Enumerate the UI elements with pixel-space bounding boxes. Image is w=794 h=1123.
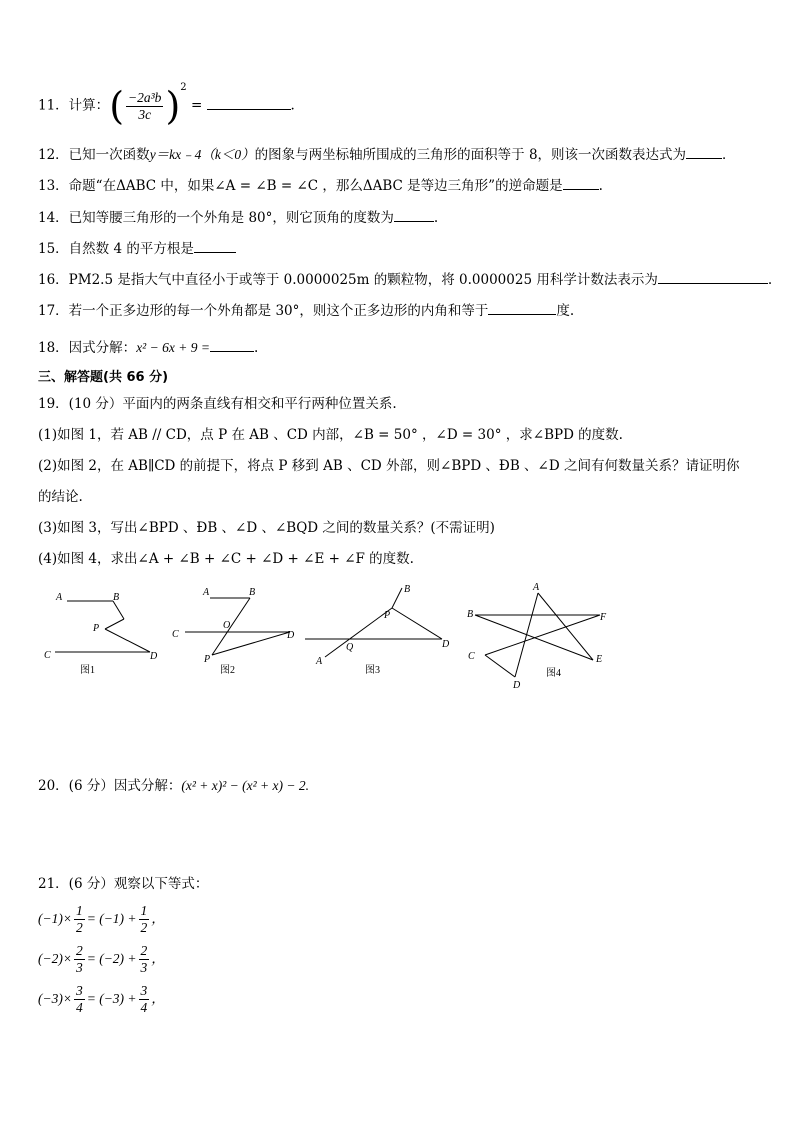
fig4-caption: 图4 [546,668,561,679]
q21-fraction-den: 4 [140,1000,148,1016]
q21-row-left: (−2)× [38,951,72,966]
q21-fraction [139,983,150,1016]
fig3-label-D: D [442,639,450,650]
fig2-label-C: C [172,629,179,640]
question-18: 18．因式分解：x² − 6x + 9 = . [38,337,258,358]
q19-part1: (1)如图 1，若 AB // CD，点 P 在 AB 、CD 内部，∠B = 50° ，∠D = 30° ，求∠BPD 的度数. [38,427,623,443]
q19-intro: 19．(10 分）平面内的两条直线有相交和平行两种位置关系. [38,396,397,412]
fig2-label-A: A [203,587,210,598]
question-16: 16．PM2.5 是指大气中直径小于或等于 0.0000025m 的颗粒物，将 0.0000025 用科学计数法表示为 . [38,269,772,290]
fig3-label-Q: Q [346,642,354,653]
q21-row-left: (−1)× [38,911,72,926]
q19-part2-line1: (2)如图 2，在 AB∥CD 的前提下，将点 P 移到 AB 、CD 外部，则∠BPD 、ÐB 、∠D 之间有何数量关系？请证明你 [38,458,740,474]
q21-row-end: ， [151,951,165,966]
q11-denominator: 3c [138,106,152,122]
q20-text: 20．(6 分）因式分解： [38,778,182,794]
question-11: 11．计算：( $\frac{\text{−2a³b}}{3c}$ )$^2$ = . [38,82,295,128]
fig2-caption: 图2 [220,665,235,676]
q21-row-end: ， [151,991,165,1006]
left-paren: ( [109,84,125,128]
q11-number: 11．计算： [38,97,110,114]
q21-fraction-num: 3 [75,983,83,999]
q21-row-2 [38,942,165,976]
q18-answer-blank[interactable] [210,337,254,352]
q12-text-a: 12．已知一次函数 [38,147,150,163]
question-13: 13．命题“在ΔABC 中，如果∠A = ∠B = ∠C ，那么ΔABC 是等边三角形”的逆命题是 . [38,175,603,196]
q19-part3: (3)如图 3，写出∠BPD 、ÐB 、∠D 、∠BQD 之间的数量关系？(不需证明) [38,520,495,536]
fig1-label-B: B [113,592,120,603]
fig1-label-A: A [56,592,63,603]
fig4-label-E: E [596,654,603,665]
q13-answer-blank[interactable] [563,175,599,190]
q19-figures [0,580,794,690]
question-17 [38,300,574,321]
q21-fraction [74,903,85,936]
fig4-label-A: A [533,582,540,593]
q16-answer-blank[interactable] [658,269,768,284]
q17-text-b: 度. [556,303,575,319]
q11-numerator: −2a³b [128,89,162,105]
q15-text: 15．自然数 4 的平方根是 [38,241,194,257]
section-3-title: 三、解答题(共 66 分) [38,370,169,385]
fig3-label-B: B [404,584,411,595]
q21-fraction [74,943,85,976]
q11-answer-blank[interactable] [207,95,291,110]
q21-fraction [74,983,85,1016]
q11-exponent: 2 [180,82,187,93]
q21-fraction-num: 2 [75,943,83,959]
fig1-label-D: D [150,651,158,662]
q18-text: 18．因式分解： [38,340,137,356]
question-12: 12．已知一次函数y＝kx﹣4（k＜0）的图象与两坐标轴所围成的三角形的面积等于 8，则该一次函数表达式为 ． [38,144,736,165]
q19-part2-line2: 的结论. [38,489,83,505]
q11-equals: = [190,97,203,114]
q21-fraction-num: 1 [140,903,148,919]
fig2-label-P: P [204,654,211,665]
q16-text: 16．PM2.5 是指大气中直径小于或等于 0.0000025m 的颗粒物，将 0.0000025 用科学计数法表示为 [38,272,658,288]
q21-fraction-den: 4 [75,1000,83,1016]
fig2-label-D: D [287,630,295,641]
q21-fraction-num: 2 [140,943,148,959]
q12-answer-blank[interactable] [686,144,722,159]
q14-text: 14．已知等腰三角形的一个外角是 80°，则它顶角的度数为 [38,210,394,226]
q15-answer-blank[interactable] [194,238,236,253]
q21-fraction-num: 3 [140,983,148,999]
q13-text: 13．命题“在ΔABC 中，如果∠A = ∠B = ∠C ，那么ΔABC 是等边三角形”的逆命题是 [38,178,563,194]
q21-fraction-den: 3 [140,960,148,976]
q12-formula: y＝kx﹣4（k＜0） [149,147,255,162]
fig3-label-A: A [316,656,323,667]
fig4-label-D: D [513,680,521,690]
q21-row-left: (−3)× [38,991,72,1006]
q21-fraction [139,943,150,976]
q17-text-a: 17．若一个正多边形的每一个外角都是 30°，则这个正多边形的内角和等于 [38,303,489,319]
question-14: 14．已知等腰三角形的一个外角是 80°，则它顶角的度数为 . [38,207,438,228]
question-15 [38,238,236,259]
q21-text: 21．(6 分）观察以下等式： [38,876,209,892]
q21-fraction-den: 2 [140,920,148,936]
q21-fraction-num: 1 [75,903,83,919]
q21-row-3 [38,982,165,1016]
fig4-label-B: B [467,609,474,620]
fig2-label-B: B [249,587,256,598]
fig3-label-P: P [384,610,391,621]
fig1-caption: 图1 [80,665,95,676]
q21-fraction-den: 3 [75,960,83,976]
q21-row-mid: = (−1) + [86,911,137,926]
fig1-label-C: C [44,650,51,661]
q14-answer-blank[interactable] [394,207,434,222]
q19-part4: (4)如图 4，求出∠A + ∠B + ∠C + ∠D + ∠E + ∠F 的度数. [38,551,414,567]
q11-fraction [126,90,163,123]
right-paren: ) [165,84,181,128]
q21-fraction [139,903,150,936]
q21-fraction-den: 2 [75,920,83,936]
fig4-label-C: C [468,651,475,662]
fig1-label-P: P [93,623,100,634]
q21-row-1 [38,902,165,936]
q21-row-end: ， [151,911,165,926]
fig2-label-O: O [223,620,231,631]
fig4-label-F: F [600,612,607,623]
q20-formula: (x² + x)² − (x² + x) − 2. [181,778,309,793]
q21-row-mid: = (−3) + [86,991,137,1006]
q18-formula: x² − 6x + 9 = [136,340,210,355]
fig3-caption: 图3 [365,665,380,676]
question-20 [38,776,309,796]
q12-text-b: 的图象与两坐标轴所围成的三角形的面积等于 8，则该一次函数表达式为 [254,147,687,163]
q21-row-mid: = (−2) + [86,951,137,966]
q17-answer-blank[interactable] [488,300,556,315]
